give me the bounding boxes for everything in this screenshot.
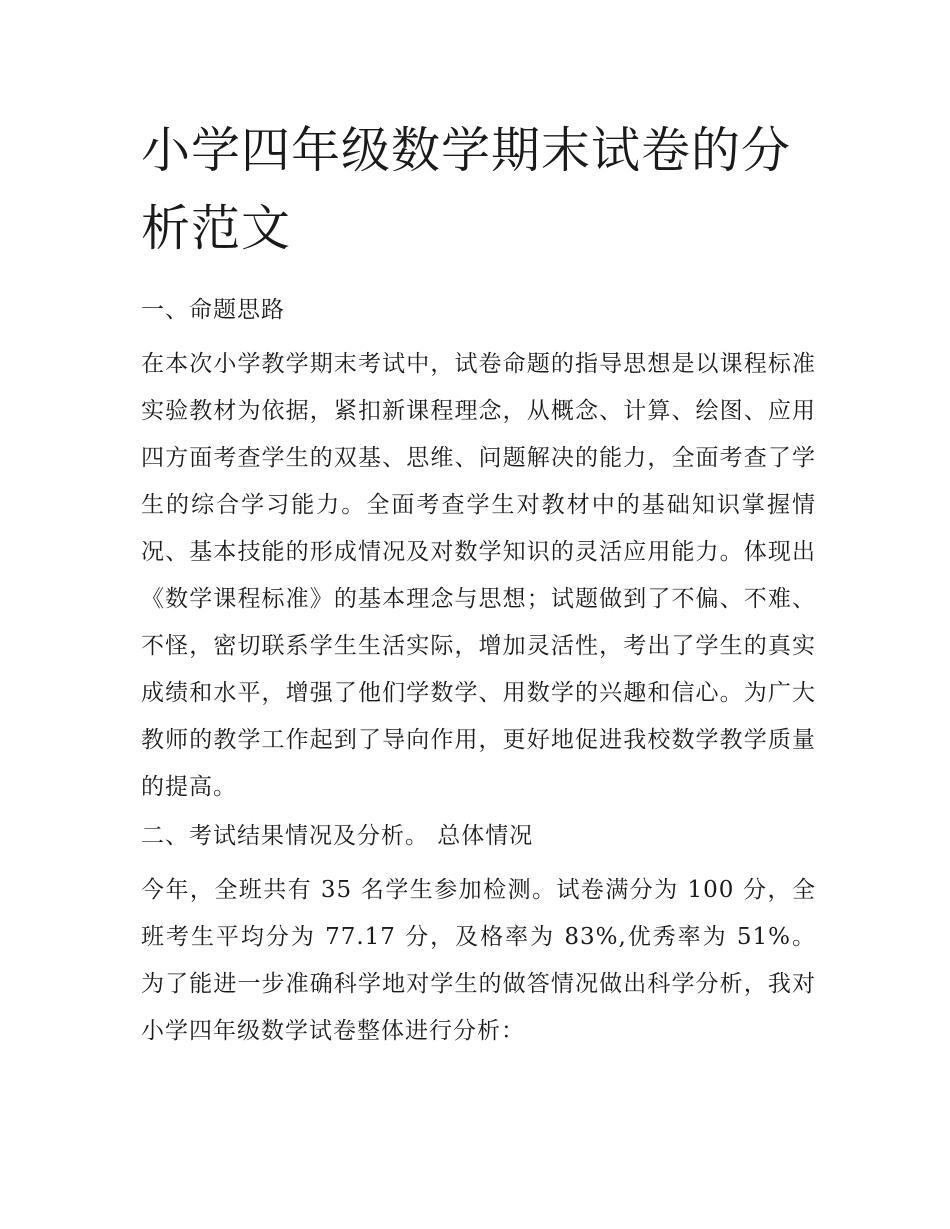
section-heading-results: 二、考试结果情况及分析。 总体情况: [141, 823, 534, 849]
section-body-results: 今年，全班共有 35 名学生参加检测。试卷满分为 100 分，全班考生平均分为 77.17 分，及格率为 83%,优秀率为 51%。为了能进一步准确科学地对学生的做答情况做出科学分析，我对小学四年级数学试卷整体进行分析：: [141, 877, 816, 1044]
document-page: [141, 112, 816, 1064]
document-title: 小学四年级数学期末试卷的分析范文: [141, 122, 792, 257]
section-body-proposition: 在本次小学教学期末考试中，试卷命题的指导思想是以课程标准实验教材为依据，紧扣新课程理念，从概念、计算、绘图、应用四方面考查学生的双基、思维、问题解决的能力，全面考查了学生的综合学习能力。全面考查学生对教材中的基础知识掌握情况、基本技能的形成情况及对数学知识的灵活应用能力。体现出《数学课程标准》的基本理念与思想；试题做到了不偏、不难、不怪，密切联系学生生活实际，增加灵活性，考出了学生的真实成绩和水平，增强了他们学数学、用数学的兴趣和信心。为广大教师的教学工作起到了导向作用，更好地促进我校数学教学质量的提高。: [141, 351, 816, 800]
section-heading-proposition: 一、命题思路: [141, 297, 285, 323]
